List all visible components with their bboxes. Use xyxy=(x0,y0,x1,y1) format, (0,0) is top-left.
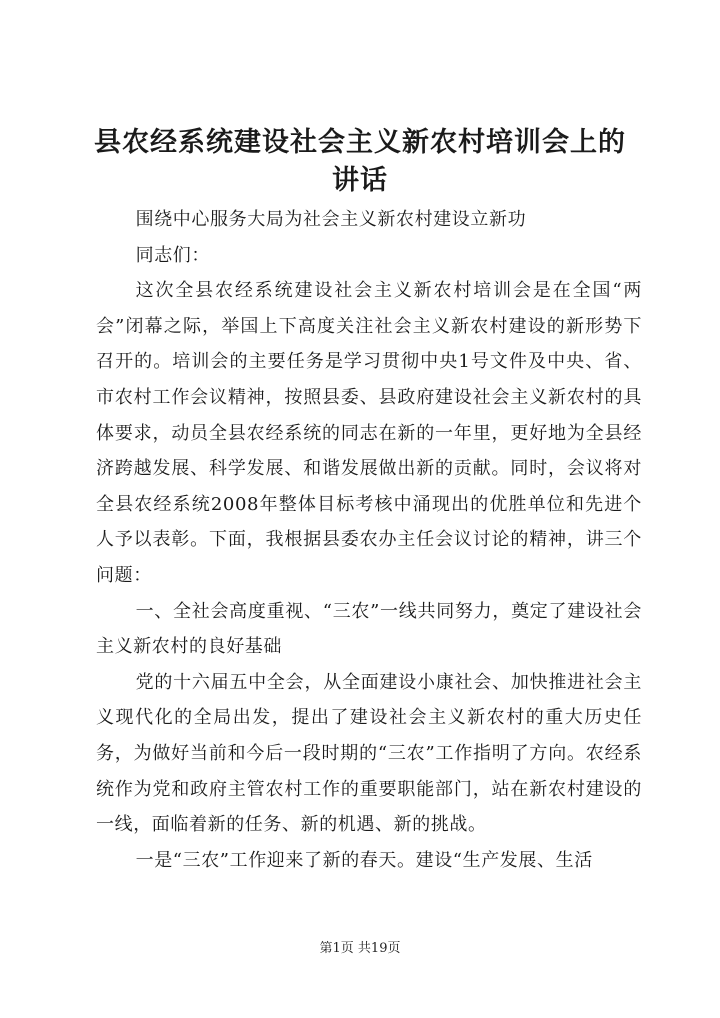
section-heading-1: 一、全社会高度重视、“三农”一线共同努力，奠定了建设社会主义新农村的良好基础 xyxy=(96,600,642,658)
document-body xyxy=(96,202,642,878)
document-title: 县农经系统建设社会主义新农村培训会上的讲话 xyxy=(94,127,626,196)
paragraph-point-1: 一是“三农”工作迎来了新的春天。建设“生产发展、生活 xyxy=(135,849,593,871)
page-number-footer: 第1页 共19页 xyxy=(319,941,401,956)
paragraph-context: 党的十六届五中全会，从全面建设小康社会、加快推进社会主义现代化的全局出发，提出了建设社会主义新农村的重大历史任务，为做好当前和今后一段时期的“三农”工作指明了方向。农经系统作为党和政府主管农村工作的重要职能部门，站在新农村建设的一线，面临着新的任务、新的机遇、新的挑战。 xyxy=(96,671,642,836)
subtitle-line: 围绕中心服务大局为社会主义新农村建设立新功 xyxy=(135,209,527,230)
salutation-line: 同志们： xyxy=(135,244,210,266)
paragraph-intro: 这次全县农经系统建设社会主义新农村培训会是在全国“两会”闭幕之际，举国上下高度关注社会主义新农村建设的新形势下召开的。培训会的主要任务是学习贯彻中央1号文件及中央、省、市农村工作会议精神，按照县委、县政府建设社会主义新农村的具体要求，动员全县农经系统的同志在新的一年里，更好地为全县经济跨越发展、科学发展、和谐发展做出新的贡献。同时，会议将对全县农经系统2008年整体目标考核中涌现出的优胜单位和先进个人予以表彰。下面，我根据县委农办主任会议讨论的精神，讲三个问题： xyxy=(96,280,642,586)
